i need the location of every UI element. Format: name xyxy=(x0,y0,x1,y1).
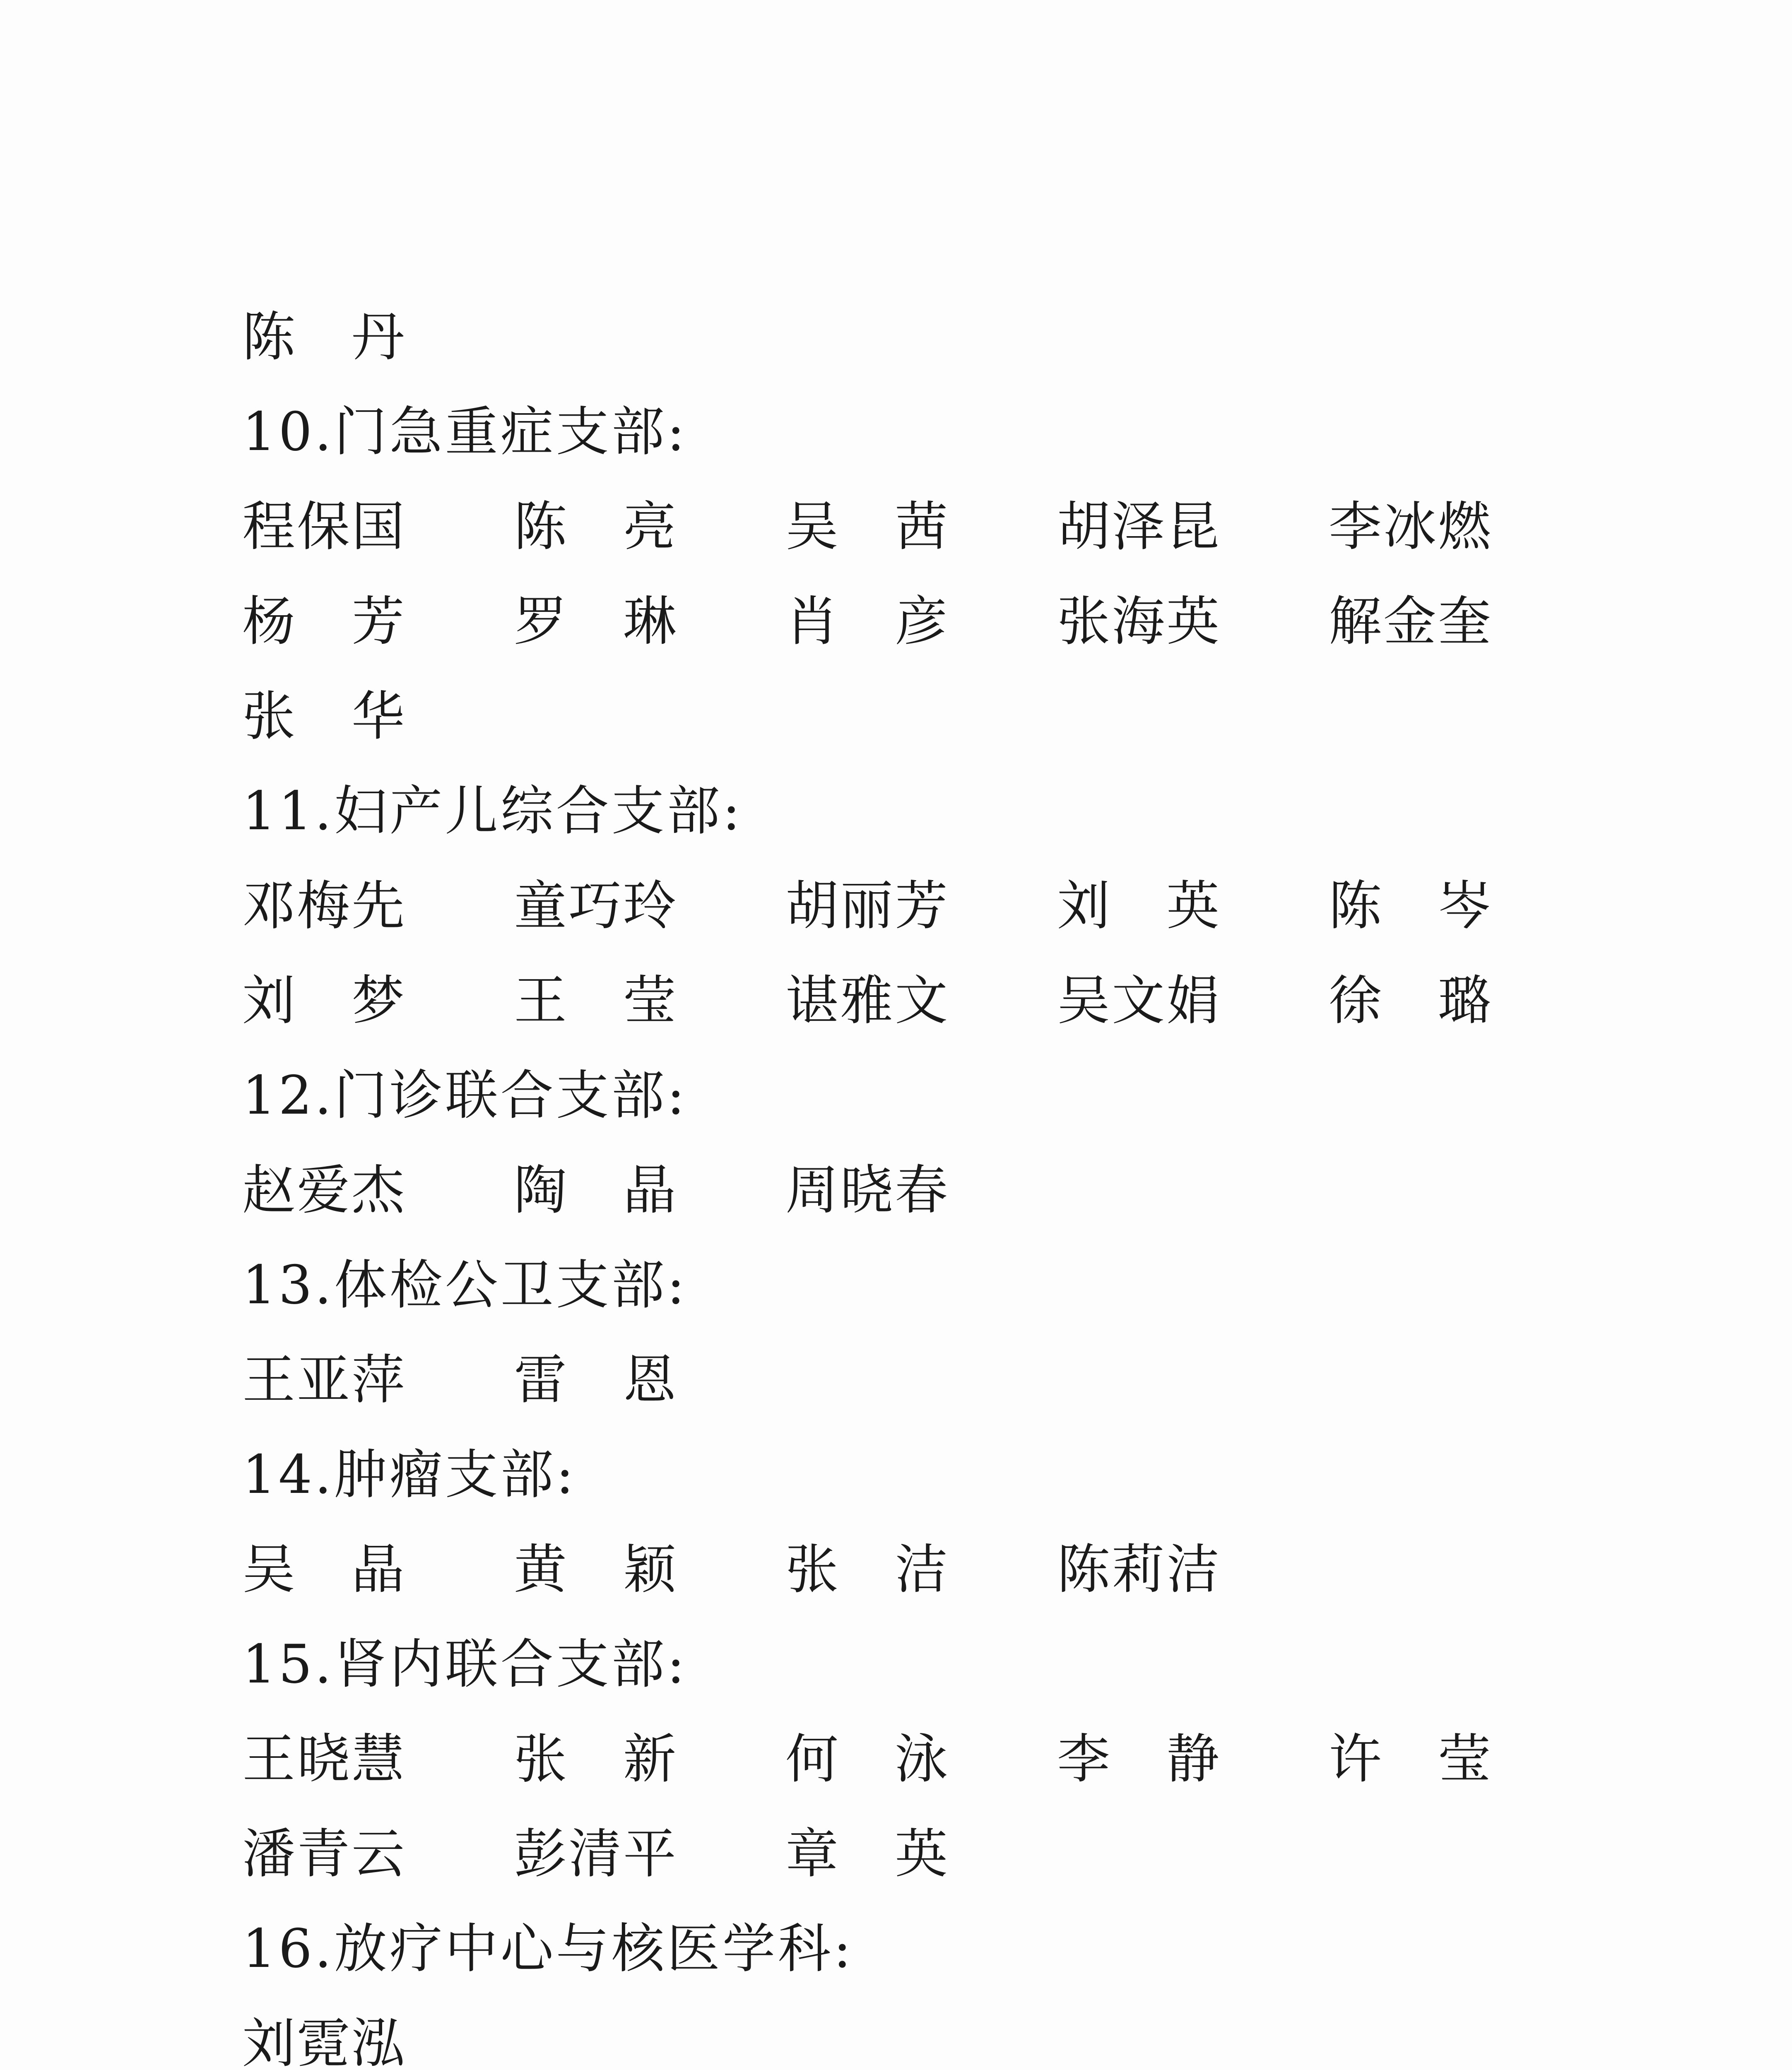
member-name: 吴 晶 xyxy=(242,1539,407,1601)
name-row xyxy=(242,953,1650,1048)
member-name: 程保国 xyxy=(242,496,407,558)
member-name: 许 莹 xyxy=(1329,1728,1493,1790)
member-name: 雷 恩 xyxy=(514,1349,678,1411)
member-name: 黄 颖 xyxy=(514,1539,678,1601)
member-name: 周晓春 xyxy=(785,1160,950,1221)
member-name: 杨 芳 xyxy=(242,591,407,652)
branch-heading: 12.门诊联合支部: xyxy=(242,1065,687,1126)
name-row xyxy=(242,1143,1650,1238)
name-row xyxy=(242,479,1650,574)
member-list xyxy=(242,290,1650,2070)
member-name: 刘 英 xyxy=(1057,875,1221,937)
member-name: 张 新 xyxy=(514,1728,678,1790)
member-name: 王 莹 xyxy=(514,970,678,1032)
member-name: 陶 晶 xyxy=(514,1160,678,1221)
member-name: 解金奎 xyxy=(1329,591,1493,652)
member-name: 陈 岑 xyxy=(1329,875,1493,937)
member-name: 李冰燃 xyxy=(1329,496,1493,558)
member-name: 刘霓泓 xyxy=(242,2013,407,2070)
name-row xyxy=(242,669,1650,764)
member-name: 李 静 xyxy=(1057,1728,1221,1790)
member-name: 谌雅文 xyxy=(785,970,950,1032)
name-row xyxy=(242,1807,1650,1902)
member-name: 胡丽芳 xyxy=(785,875,950,937)
branch-heading: 14.肿瘤支部: xyxy=(242,1444,576,1506)
name-row xyxy=(242,1333,1650,1427)
member-name: 王晓慧 xyxy=(242,1728,407,1790)
member-name: 童巧玲 xyxy=(514,875,678,937)
branch-heading: 16.放疗中心与核医学科: xyxy=(242,1918,854,1980)
member-name: 陈 亮 xyxy=(514,496,678,558)
member-name: 吴文娟 xyxy=(1057,970,1221,1032)
name-row xyxy=(242,1712,1650,1807)
branch-heading: 11.妇产儿综合支部: xyxy=(242,780,743,842)
member-name: 徐 璐 xyxy=(1329,970,1493,1032)
branch-heading: 10.门急重症支部: xyxy=(242,401,687,463)
member-name: 王亚萍 xyxy=(242,1349,407,1411)
name-row xyxy=(242,574,1650,669)
member-name: 罗 琳 xyxy=(514,591,678,652)
member-name: 邓梅先 xyxy=(242,875,407,937)
member-name: 章 英 xyxy=(785,1823,950,1885)
name-row xyxy=(242,290,1650,385)
member-name: 赵爱杰 xyxy=(242,1160,407,1221)
member-name: 潘青云 xyxy=(242,1823,407,1885)
member-name: 陈 丹 xyxy=(242,306,407,368)
member-name: 陈莉洁 xyxy=(1057,1539,1221,1601)
member-name: 彭清平 xyxy=(514,1823,678,1885)
member-name: 何 泳 xyxy=(785,1728,950,1790)
name-row xyxy=(242,1522,1650,1617)
member-name: 张 华 xyxy=(242,686,407,747)
member-name: 吴 茜 xyxy=(785,496,950,558)
member-name: 刘 梦 xyxy=(242,970,407,1032)
name-row xyxy=(242,1996,1650,2070)
member-name: 张 洁 xyxy=(785,1539,950,1601)
branch-heading: 13.体检公卫支部: xyxy=(242,1254,687,1316)
branch-heading: 15.肾内联合支部: xyxy=(242,1634,687,1695)
member-name: 张海英 xyxy=(1057,591,1221,652)
name-row xyxy=(242,859,1650,953)
member-name: 肖 彦 xyxy=(785,591,950,652)
member-name: 胡泽昆 xyxy=(1057,496,1221,558)
